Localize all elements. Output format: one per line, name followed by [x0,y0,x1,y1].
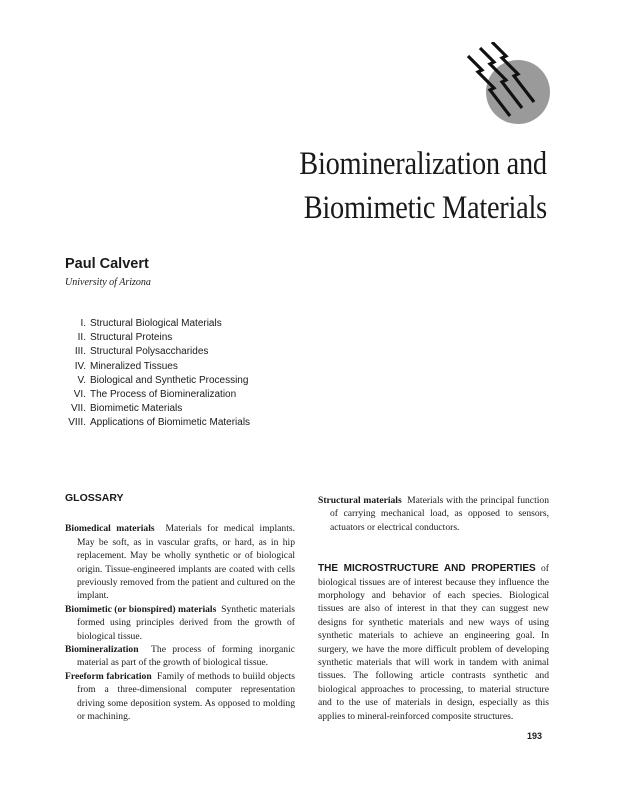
glossary-definition: Family of methods to buiild objects from a three-dimensional computer representation driving some deposition system. As opposed to molding or machining. [77,670,296,723]
glossary-column [65,492,295,724]
glossary-term: Structural materials [318,495,402,506]
glossary-entry [318,494,549,534]
toc-item[interactable]: II. Structural Proteins [77,332,173,344]
glossary-definition: Materials for medical implants. May be soft, as in vascular grafts, or hard, as in hip replacement. May be wholly synthetic or of biological origin. Tissue-engineered implants are coated with cells previously removed from the patient and cultured on the implant. [77,523,295,602]
toc-item[interactable]: VII. Biomimetic Materials [70,403,183,415]
chapter-logo-icon [464,42,554,132]
intro-text: of biological tissues are of interest because they influence the morphology and behavior of each species. Biological tissues are also of interest in that they can suggest new designs for synthetic materials and new ways of using synthetic materials to achieve an engineering goal. In surgery, we have the more difficult problem of developing synthetic materials that will work in tandem with animal tissues. The following article contrasts synthetic and biological approaches to processing, to material structure and to the use of materials in design, especially as this applies to mineral-reinforced composite structures. [318,563,549,722]
table-of-contents [62,317,250,431]
title-line-2: Biomimetic Materials [303,190,547,226]
intro-paragraph [318,562,549,723]
toc-item[interactable]: V. Biological and Synthetic Processing [77,374,249,386]
glossary-entry [65,522,295,602]
glossary-term: Biomedical materials [65,523,155,535]
glossary-heading: GLOSSARY [65,492,124,504]
toc-item[interactable]: III. Structural Polysaccharides [74,346,209,358]
glossary-term: Freeform fabrication [65,670,152,682]
page-number: 193 [526,731,542,741]
author-name: Paul Calvert [65,256,149,272]
toc-item[interactable]: IV. Mineralized Tissues [74,360,178,372]
author-affiliation: University of Arizona [65,277,151,288]
glossary-definition: Synthetic materials formed using principles derived from the growth of biological tissue. [77,603,295,642]
title-line-1: Biomineralization and [299,146,547,182]
glossary-definition: The process of forming inorganic material as part of the growth of biological tissue. [77,644,295,669]
glossary-term: Biomineralization [65,644,139,656]
glossary-definition: Materials with the principal function of carrying mechanical load, as opposed to sensors, actuators or electrical conductors. [330,495,549,533]
glossary-entry [65,670,295,724]
glossary-entry [65,603,295,643]
toc-item[interactable]: VIII. Applications of Biomimetic Materials [68,417,251,429]
glossary-term: Biomimetic (or bionspired) materials [65,603,217,615]
section-heading: THE MICROSTRUCTURE AND PROPERTIES [318,563,536,575]
chapter-title [299,142,547,230]
toc-item[interactable]: VI. The Process of Biomineralization [73,389,237,401]
right-column [318,494,549,723]
glossary-entry [65,643,295,670]
toc-item[interactable]: I. Structural Biological Materials [80,318,222,329]
